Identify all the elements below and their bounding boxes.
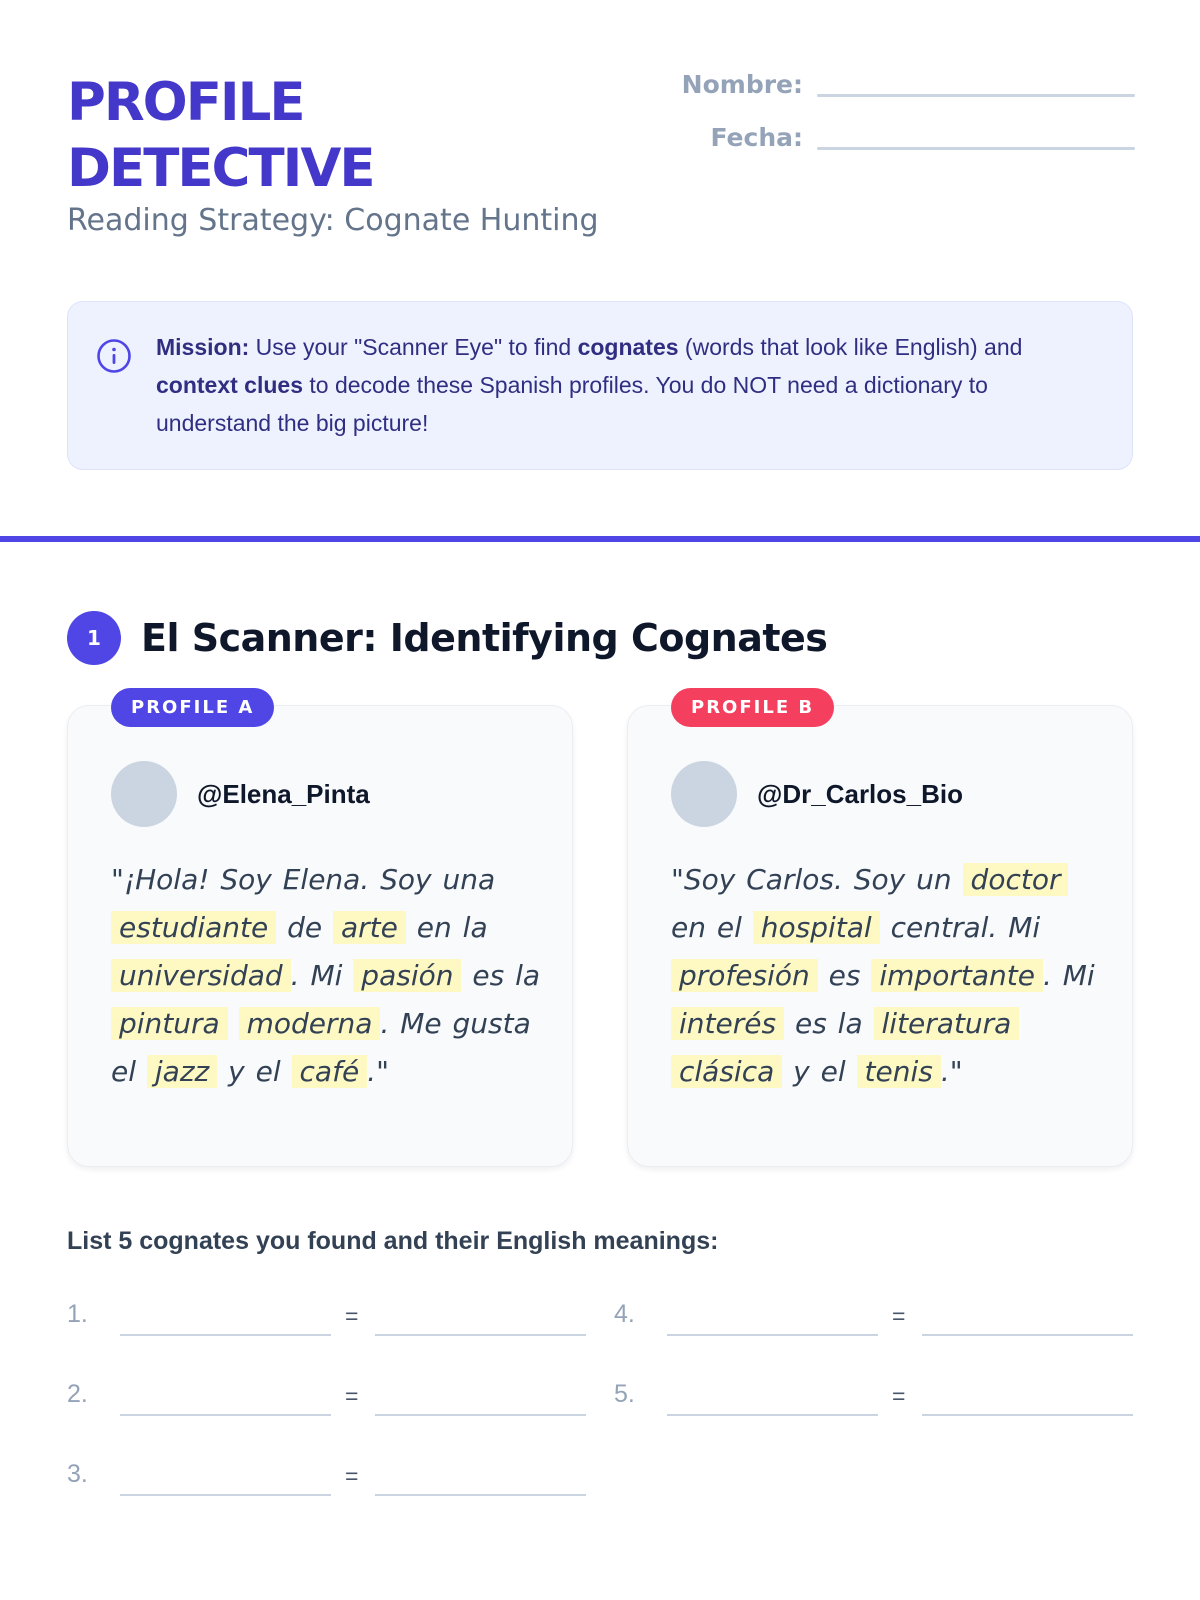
mission-text-part: to decode these Spanish profiles. You do NOT need a dictionary to understand the big picture! [156, 372, 988, 436]
mission-text [156, 328, 1106, 442]
post-text: en el [671, 911, 753, 944]
post-text: es la [461, 959, 541, 992]
cognate-highlight: literatura [874, 1007, 1020, 1040]
cognate-highlight: hospital [753, 911, 880, 944]
cognate-list-heading: List 5 cognates you found and their English meanings: [67, 1227, 719, 1255]
profile-card-a [67, 697, 573, 1167]
cognate-highlight: interés [671, 1007, 784, 1040]
mission-text-part: (words that look like English) and [678, 334, 1023, 360]
cognate-highlight: importante [871, 959, 1043, 992]
meaning-input-line[interactable] [375, 1414, 586, 1416]
equals-sign: = [892, 1383, 906, 1409]
info-icon [96, 338, 132, 374]
section-title: El Scanner: Identifying Cognates [141, 616, 828, 660]
row-number: 3. [67, 1460, 88, 1488]
mission-box [67, 301, 1133, 470]
mission-label: Mission: [156, 334, 250, 360]
post-text: y el [782, 1055, 857, 1088]
cognate-highlight: pintura [111, 1007, 228, 1040]
post-text: es la [784, 1007, 874, 1040]
profile-post-text [671, 856, 1111, 1096]
post-text: ." [367, 1055, 389, 1088]
post-text: en la [405, 911, 488, 944]
date-field [673, 123, 1135, 152]
section-divider [0, 536, 1200, 542]
mission-keyword: cognates [577, 334, 679, 360]
cognate-highlight: café [292, 1055, 368, 1088]
profile-badge: PROFILE A [111, 688, 274, 727]
mission-keyword: context clues [156, 372, 303, 398]
cognate-highlight: pasión [353, 959, 461, 992]
cognate-highlight: moderna [239, 1007, 381, 1040]
name-label: Nombre: [681, 70, 803, 99]
post-text: ." [940, 1055, 963, 1088]
page-title [67, 70, 374, 202]
post-text: central. Mi [879, 911, 1041, 944]
cognate-highlight: profesión [671, 959, 818, 992]
profile-handle: @Dr_Carlos_Bio [757, 779, 963, 809]
row-number: 2. [67, 1380, 88, 1408]
meaning-input-line[interactable] [375, 1334, 586, 1336]
post-text: "¡Hola! Soy Elena. Soy una [111, 863, 496, 896]
equals-sign: = [345, 1303, 359, 1329]
row-number: 4. [614, 1300, 635, 1328]
cognate-highlight: jazz [147, 1055, 217, 1088]
profile-badge: PROFILE B [671, 688, 834, 727]
title-line-2: DETECTIVE [67, 138, 374, 199]
post-text: . Me gusta el [111, 1007, 531, 1088]
date-input-line[interactable] [817, 147, 1135, 150]
mission-text-part: Use your "Scanner Eye" to find [249, 334, 578, 360]
equals-sign: = [345, 1463, 359, 1489]
meaning-input-line[interactable] [922, 1334, 1133, 1336]
cognate-highlight: doctor [963, 863, 1069, 896]
cognate-input-line[interactable] [120, 1494, 331, 1496]
page-subtitle: Reading Strategy: Cognate Hunting [67, 203, 599, 238]
post-text: "Soy Carlos. Soy un [671, 863, 963, 896]
cognate-input-line[interactable] [120, 1334, 331, 1336]
cognate-input-line[interactable] [120, 1414, 331, 1416]
equals-sign: = [345, 1383, 359, 1409]
equals-sign: = [892, 1303, 906, 1329]
avatar [671, 761, 737, 827]
post-text: y el [217, 1055, 292, 1088]
cognate-highlight: clásica [671, 1055, 782, 1088]
name-field [673, 70, 1135, 99]
meaning-input-line[interactable] [922, 1414, 1133, 1416]
title-line-1: PROFILE [67, 72, 304, 133]
avatar [111, 761, 177, 827]
row-number: 5. [614, 1380, 635, 1408]
section-number-badge: 1 [67, 611, 121, 665]
post-text: es [817, 959, 872, 992]
post-text [228, 1007, 239, 1040]
post-text: . Mi [1042, 959, 1095, 992]
cognate-highlight: arte [333, 911, 406, 944]
cognate-highlight: tenis [857, 1055, 941, 1088]
post-text: . Mi [290, 959, 354, 992]
post-text: de [276, 911, 334, 944]
profile-card-b [627, 697, 1133, 1167]
profile-handle: @Elena_Pinta [197, 779, 370, 809]
date-label: Fecha: [710, 123, 803, 152]
profile-post-text [111, 856, 551, 1096]
meaning-input-line[interactable] [375, 1494, 586, 1496]
cognate-highlight: estudiante [111, 911, 276, 944]
cognate-input-line[interactable] [667, 1334, 878, 1336]
cognate-highlight: universidad [111, 959, 291, 992]
row-number: 1. [67, 1300, 88, 1328]
name-input-line[interactable] [817, 94, 1135, 97]
cognate-input-line[interactable] [667, 1414, 878, 1416]
